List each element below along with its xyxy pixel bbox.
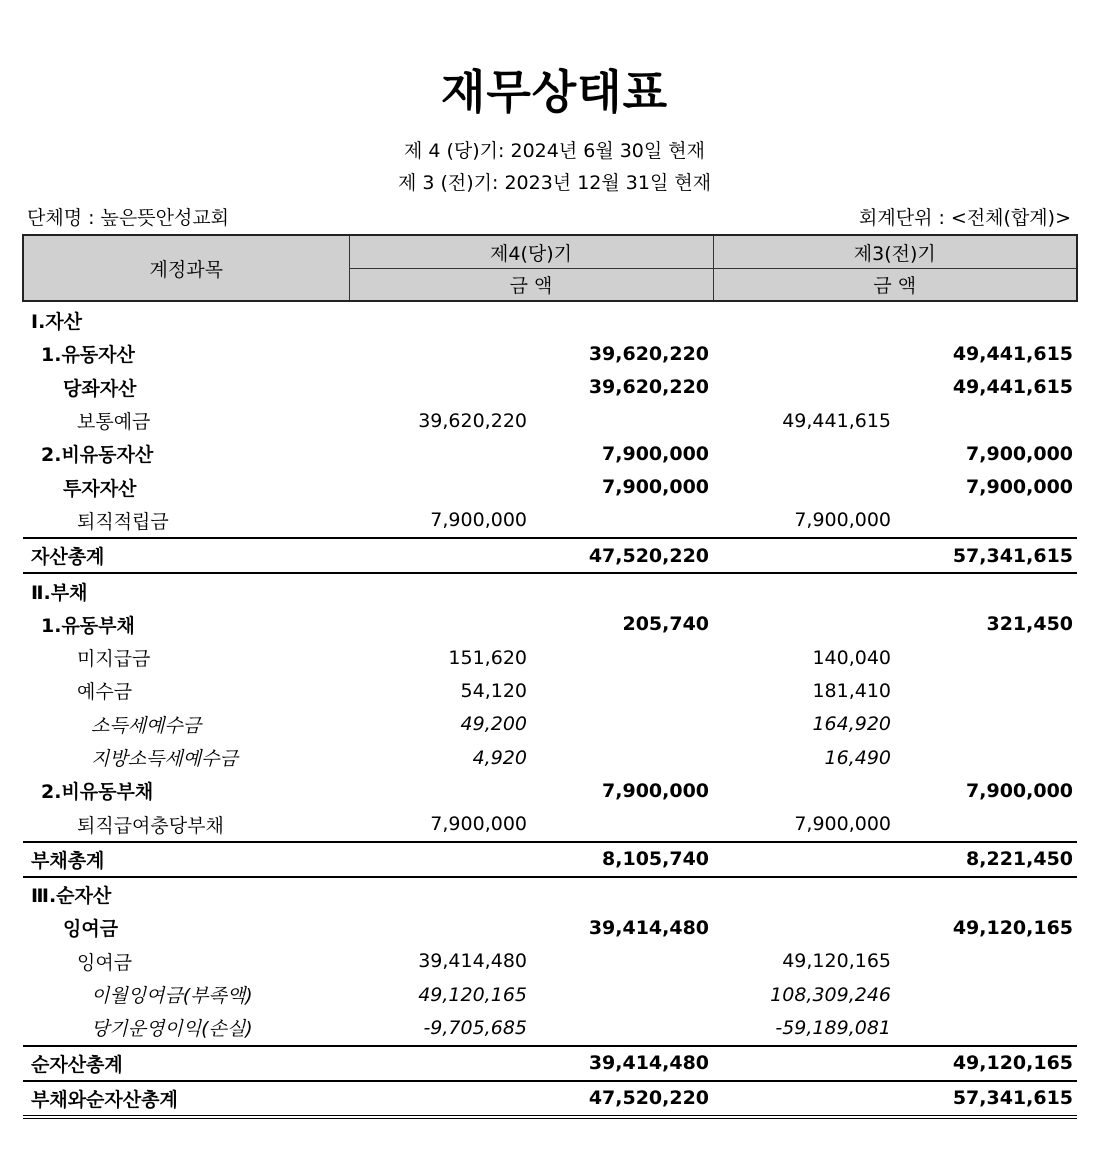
account-name: 미지급금: [77, 648, 151, 671]
account-name: Ⅱ.부채: [31, 581, 88, 604]
prior-total-amount: 49,120,165: [895, 1046, 1077, 1081]
accounting-unit-label: 회계단위 : <전체(합계)>: [859, 207, 1071, 229]
table-row: [23, 1011, 1077, 1045]
header-prior-period: 제3(전)기: [713, 235, 1077, 269]
table-row: [23, 842, 1077, 877]
current-detail-amount: 151,620: [448, 646, 527, 669]
table-row: [23, 337, 1077, 370]
table-row: [23, 504, 1077, 538]
table-row: [23, 741, 1077, 774]
table-row: [23, 774, 1077, 807]
table-row: [23, 978, 1077, 1011]
prior-total-amount: 49,441,615: [952, 376, 1074, 399]
current-total-amount: [531, 807, 713, 841]
prior-detail-amount: [713, 538, 895, 573]
prior-detail-amount: [713, 1046, 895, 1081]
prior-detail-amount: 7,900,000: [794, 813, 892, 836]
account-name: 이월잉여금(부족액): [91, 985, 253, 1008]
current-total-amount: [531, 573, 713, 607]
current-total-amount: 7,900,000: [602, 779, 710, 802]
current-detail-amount: [349, 337, 531, 370]
table-row: [23, 470, 1077, 503]
current-total-amount: 7,900,000: [602, 442, 710, 465]
prior-total-amount: 7,900,000: [966, 779, 1074, 802]
current-detail-amount: [349, 608, 531, 641]
table-body: [23, 301, 1077, 1117]
header-current-period: 제4(당)기: [349, 235, 713, 269]
table-row: [23, 708, 1077, 741]
account-name: 잉여금: [77, 951, 133, 974]
table-row: [23, 437, 1077, 470]
current-total-amount: [531, 674, 713, 707]
current-detail-amount: 39,414,480: [418, 950, 527, 973]
prior-total-amount: [895, 807, 1077, 841]
header-amount-current: 금 액: [349, 269, 713, 302]
account-name: Ⅰ.자산: [31, 311, 82, 334]
current-detail-amount: [349, 371, 531, 404]
current-detail-amount: 7,900,000: [430, 509, 527, 532]
current-detail-amount: 7,900,000: [430, 813, 527, 836]
account-name: 순자산총계: [23, 1046, 349, 1081]
account-name: Ⅲ.순자산: [31, 885, 112, 908]
prior-detail-amount: 16,490: [824, 746, 892, 769]
account-name: 1.유동자산: [41, 344, 135, 367]
prior-total-amount: 8,221,450: [895, 842, 1077, 877]
account-name: 퇴직급여충당부채: [77, 814, 224, 837]
current-total-amount: [531, 1011, 713, 1045]
prior-total-amount: [895, 404, 1077, 437]
prior-total-amount: 57,341,615: [895, 538, 1077, 573]
account-name: 투자자산: [63, 477, 137, 500]
table-row: [23, 807, 1077, 841]
prior-total-amount: 7,900,000: [966, 476, 1074, 499]
prior-total-amount: 49,441,615: [952, 342, 1074, 365]
prior-detail-amount: [713, 1081, 895, 1117]
prior-detail-amount: 49,120,165: [782, 950, 892, 973]
prior-total-amount: [895, 877, 1077, 911]
table-row: [23, 877, 1077, 911]
table-row: [23, 674, 1077, 707]
prior-total-amount: 49,120,165: [952, 916, 1074, 939]
current-detail-amount: 4,920: [472, 746, 527, 769]
current-detail-amount: [349, 877, 531, 911]
prior-total-amount: [895, 708, 1077, 741]
organization-label: 단체명 : 높은뜻안성교회: [27, 207, 230, 229]
account-name: 부채와순자산총계: [23, 1081, 349, 1117]
account-name: 2.비유동부채: [41, 781, 154, 804]
account-name: 예수금: [77, 681, 133, 704]
current-total-amount: [531, 404, 713, 437]
account-name: 지방소득세예수금: [91, 748, 238, 770]
prior-detail-amount: 108,309,246: [770, 983, 892, 1006]
prior-total-amount: [895, 573, 1077, 607]
current-total-amount: [531, 978, 713, 1011]
current-detail-amount: [349, 301, 531, 337]
prior-detail-amount: 164,920: [812, 713, 892, 736]
prior-detail-amount: 49,441,615: [782, 409, 892, 432]
prior-total-amount: [895, 641, 1077, 674]
prior-detail-amount: [713, 911, 895, 944]
account-name: 소득세예수금: [91, 714, 202, 737]
prior-detail-amount: [713, 337, 895, 370]
current-total-amount: 39,414,480: [588, 916, 710, 939]
current-detail-amount: -9,705,685: [423, 1016, 527, 1039]
header-amount-prior: 금 액: [713, 269, 1077, 302]
prior-detail-amount: [713, 774, 895, 807]
current-total-amount: [531, 945, 713, 978]
table-row: [23, 608, 1077, 641]
prior-detail-amount: -59,189,081: [775, 1016, 892, 1039]
current-detail-amount: [349, 538, 531, 573]
prior-detail-amount: [713, 842, 895, 877]
table-row: [23, 538, 1077, 573]
prior-detail-amount: [713, 437, 895, 470]
prior-total-amount: [895, 301, 1077, 337]
current-total-amount: 39,620,220: [588, 376, 710, 399]
current-detail-amount: [349, 774, 531, 807]
prior-total-amount: [895, 978, 1077, 1011]
current-detail-amount: [349, 1081, 531, 1117]
account-name: 당기운영이익(손실): [91, 1018, 253, 1041]
current-total-amount: 39,414,480: [531, 1046, 713, 1081]
prior-total-amount: 7,900,000: [966, 442, 1074, 465]
prior-total-amount: [895, 1011, 1077, 1045]
table-row: [23, 371, 1077, 404]
prior-total-amount: [895, 674, 1077, 707]
prior-total-amount: [895, 504, 1077, 538]
prior-detail-amount: 140,040: [812, 646, 892, 669]
current-detail-amount: 49,120,165: [418, 983, 527, 1006]
current-detail-amount: [349, 437, 531, 470]
header-account: 계정과목: [23, 235, 349, 301]
current-total-amount: 39,620,220: [588, 342, 710, 365]
current-total-amount: [531, 641, 713, 674]
prior-detail-amount: 181,410: [812, 679, 892, 702]
prior-detail-amount: [713, 371, 895, 404]
table-header: [23, 235, 1077, 301]
current-total-amount: [531, 708, 713, 741]
current-total-amount: [531, 877, 713, 911]
table-row: [23, 1046, 1077, 1081]
current-detail-amount: [349, 1046, 531, 1081]
current-total-amount: [531, 741, 713, 774]
account-name: 자산총계: [23, 538, 349, 573]
account-name: 1.유동부채: [41, 614, 135, 637]
current-detail-amount: [349, 842, 531, 877]
table-row: [23, 911, 1077, 944]
current-total-amount: [531, 301, 713, 337]
table-row: [23, 301, 1077, 337]
current-total-amount: 47,520,220: [531, 538, 713, 573]
prior-total-amount: [895, 945, 1077, 978]
account-name: 부채총계: [23, 842, 349, 877]
current-total-amount: [531, 504, 713, 538]
current-detail-amount: 54,120: [460, 679, 527, 702]
current-total-amount: 7,900,000: [602, 476, 710, 499]
prior-detail-amount: [713, 573, 895, 607]
table-row: [23, 945, 1077, 978]
current-total-amount: 8,105,740: [531, 842, 713, 877]
balance-sheet-table: [22, 234, 1078, 1119]
current-detail-amount: [349, 470, 531, 503]
current-detail-amount: 39,620,220: [418, 409, 527, 432]
table-row: [23, 641, 1077, 674]
prior-detail-amount: [713, 301, 895, 337]
account-name: 퇴직적립금: [77, 510, 169, 533]
account-name: 보통예금: [77, 411, 151, 434]
table-row: [23, 1081, 1077, 1117]
account-name: 2.비유동자산: [41, 444, 154, 467]
prior-detail-amount: [713, 470, 895, 503]
current-total-amount: 205,740: [622, 613, 710, 636]
table-row: [23, 573, 1077, 607]
table-row: [23, 404, 1077, 437]
prior-total-amount: 321,450: [986, 613, 1074, 636]
period-current: 제 4 (당)기: 2024년 6월 30일 현재: [403, 140, 705, 162]
period-prior: 제 3 (전)기: 2023년 12월 31일 현재: [397, 172, 712, 194]
account-name: 잉여금: [63, 918, 119, 941]
current-detail-amount: [349, 573, 531, 607]
prior-total-amount: [895, 741, 1077, 774]
prior-total-amount: 57,341,615: [895, 1081, 1077, 1117]
current-detail-amount: 49,200: [460, 713, 527, 736]
current-detail-amount: [349, 911, 531, 944]
account-name: 당좌자산: [63, 377, 137, 400]
prior-detail-amount: [713, 608, 895, 641]
prior-detail-amount: 7,900,000: [794, 509, 892, 532]
current-total-amount: 47,520,220: [531, 1081, 713, 1117]
prior-detail-amount: [713, 877, 895, 911]
document-title: 재무상태표: [440, 65, 669, 119]
